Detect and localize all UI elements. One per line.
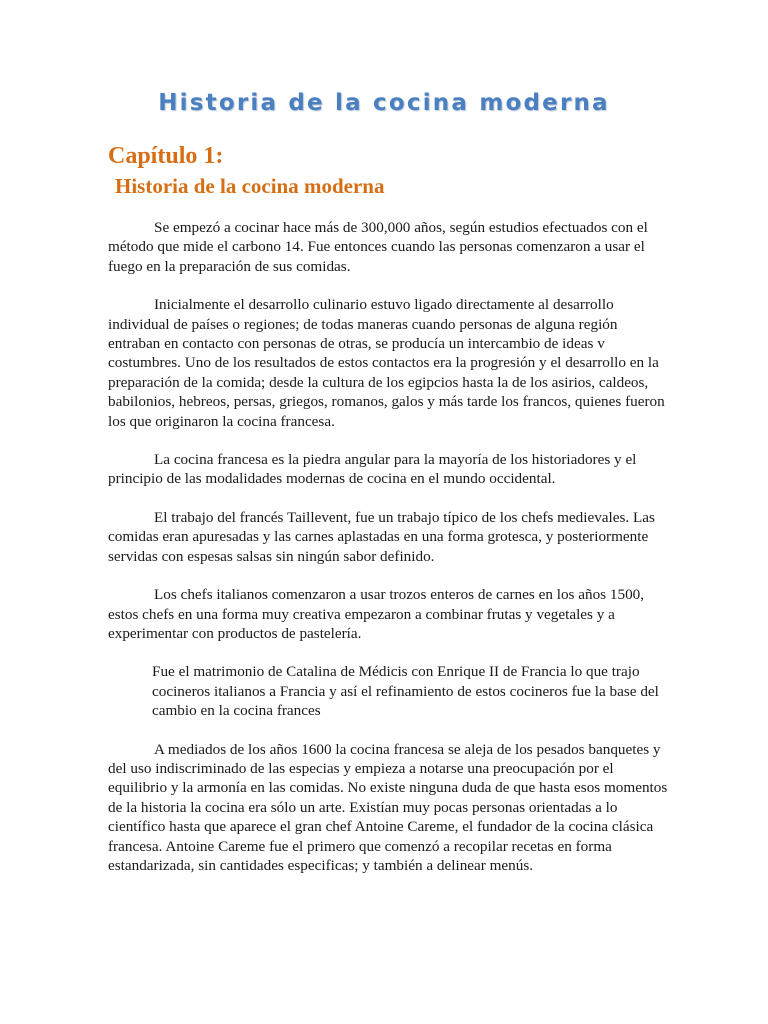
document-title: Historia de la cocina moderna [158, 90, 610, 116]
paragraph-3: La cocina francesa es la piedra angular para la mayoría de los historiadores y el principio de las modalidades modernas de cocina en el mundo occidental. [108, 451, 637, 488]
document-body [108, 218, 668, 894]
paragraph-6-indented-block: Fue el matrimonio de Catalina de Médicis con Enrique II de Francia lo que trajo cocineros italianos a Francia y así el refinamiento de estos cocineros fue la base del cambio en la cocina frances [152, 663, 659, 720]
paragraph-1: Se empezó a cocinar hace más de 300,000 años, según estudios efectuados con el método que mide el carbono 14. Fue entonces cuando las personas comenzaron a usar el fuego en la preparación de sus comidas. [108, 219, 648, 275]
chapter-heading [108, 142, 384, 201]
paragraph-4: El trabajo del francés Taillevent, fue un trabajo típico de los chefs medievales. Las comidas eran apuresadas y las carnes aplastadas en una forma grotesca, y posteriormente servidas con espesas salsas sin ningún sabor definido. [108, 508, 655, 565]
paragraph-5: Los chefs italianos comenzaron a usar trozos enteros de carnes en los años 1500, estos chefs en una forma muy creativa empezaron a combinar frutas y vegetales y a experimentar con productos de pastelería. [108, 586, 645, 642]
paragraph-2: Inicialmente el desarrollo culinario estuvo ligado directamente al desarrollo individual de países o regiones; de todas maneras cuando personas de alguna región entraban en contacto con personas de otras, se producía un intercambio de ideas v costumbres. Uno de los resultados de estos contactos era la progresión y el desarrollo en la preparación de la comida; desde la cultura de los egipcios hasta la de los asirios, caldeos, babilonios, hebreos, persas, griegos, romanos, galos y más tarde los francos, quienes fueron los que originaron la cocina francesa. [108, 296, 665, 430]
chapter-title: Historia de la cocina moderna [115, 174, 385, 198]
paragraph-7: A mediados de los años 1600 la cocina francesa se aleja de los pesados banquetes y del uso indiscriminado de las especias y empieza a notarse una preocupación por el equilibrio y la armonía en las comidas. No existe ninguna duda de que hasta esos momentos de la historia la cocina era sólo un arte. Existían muy pocas personas orientadas a lo científico hasta que aparece el gran chef Antoine Careme, el fundador de la cocina clásica francesa. Antoine Careme fue el primero que comenzó a recopilar recetas en forma estandarizada, sin cantidades especificas; y también a delinear menús. [108, 740, 668, 874]
chapter-label: Capítulo 1: [108, 143, 224, 169]
